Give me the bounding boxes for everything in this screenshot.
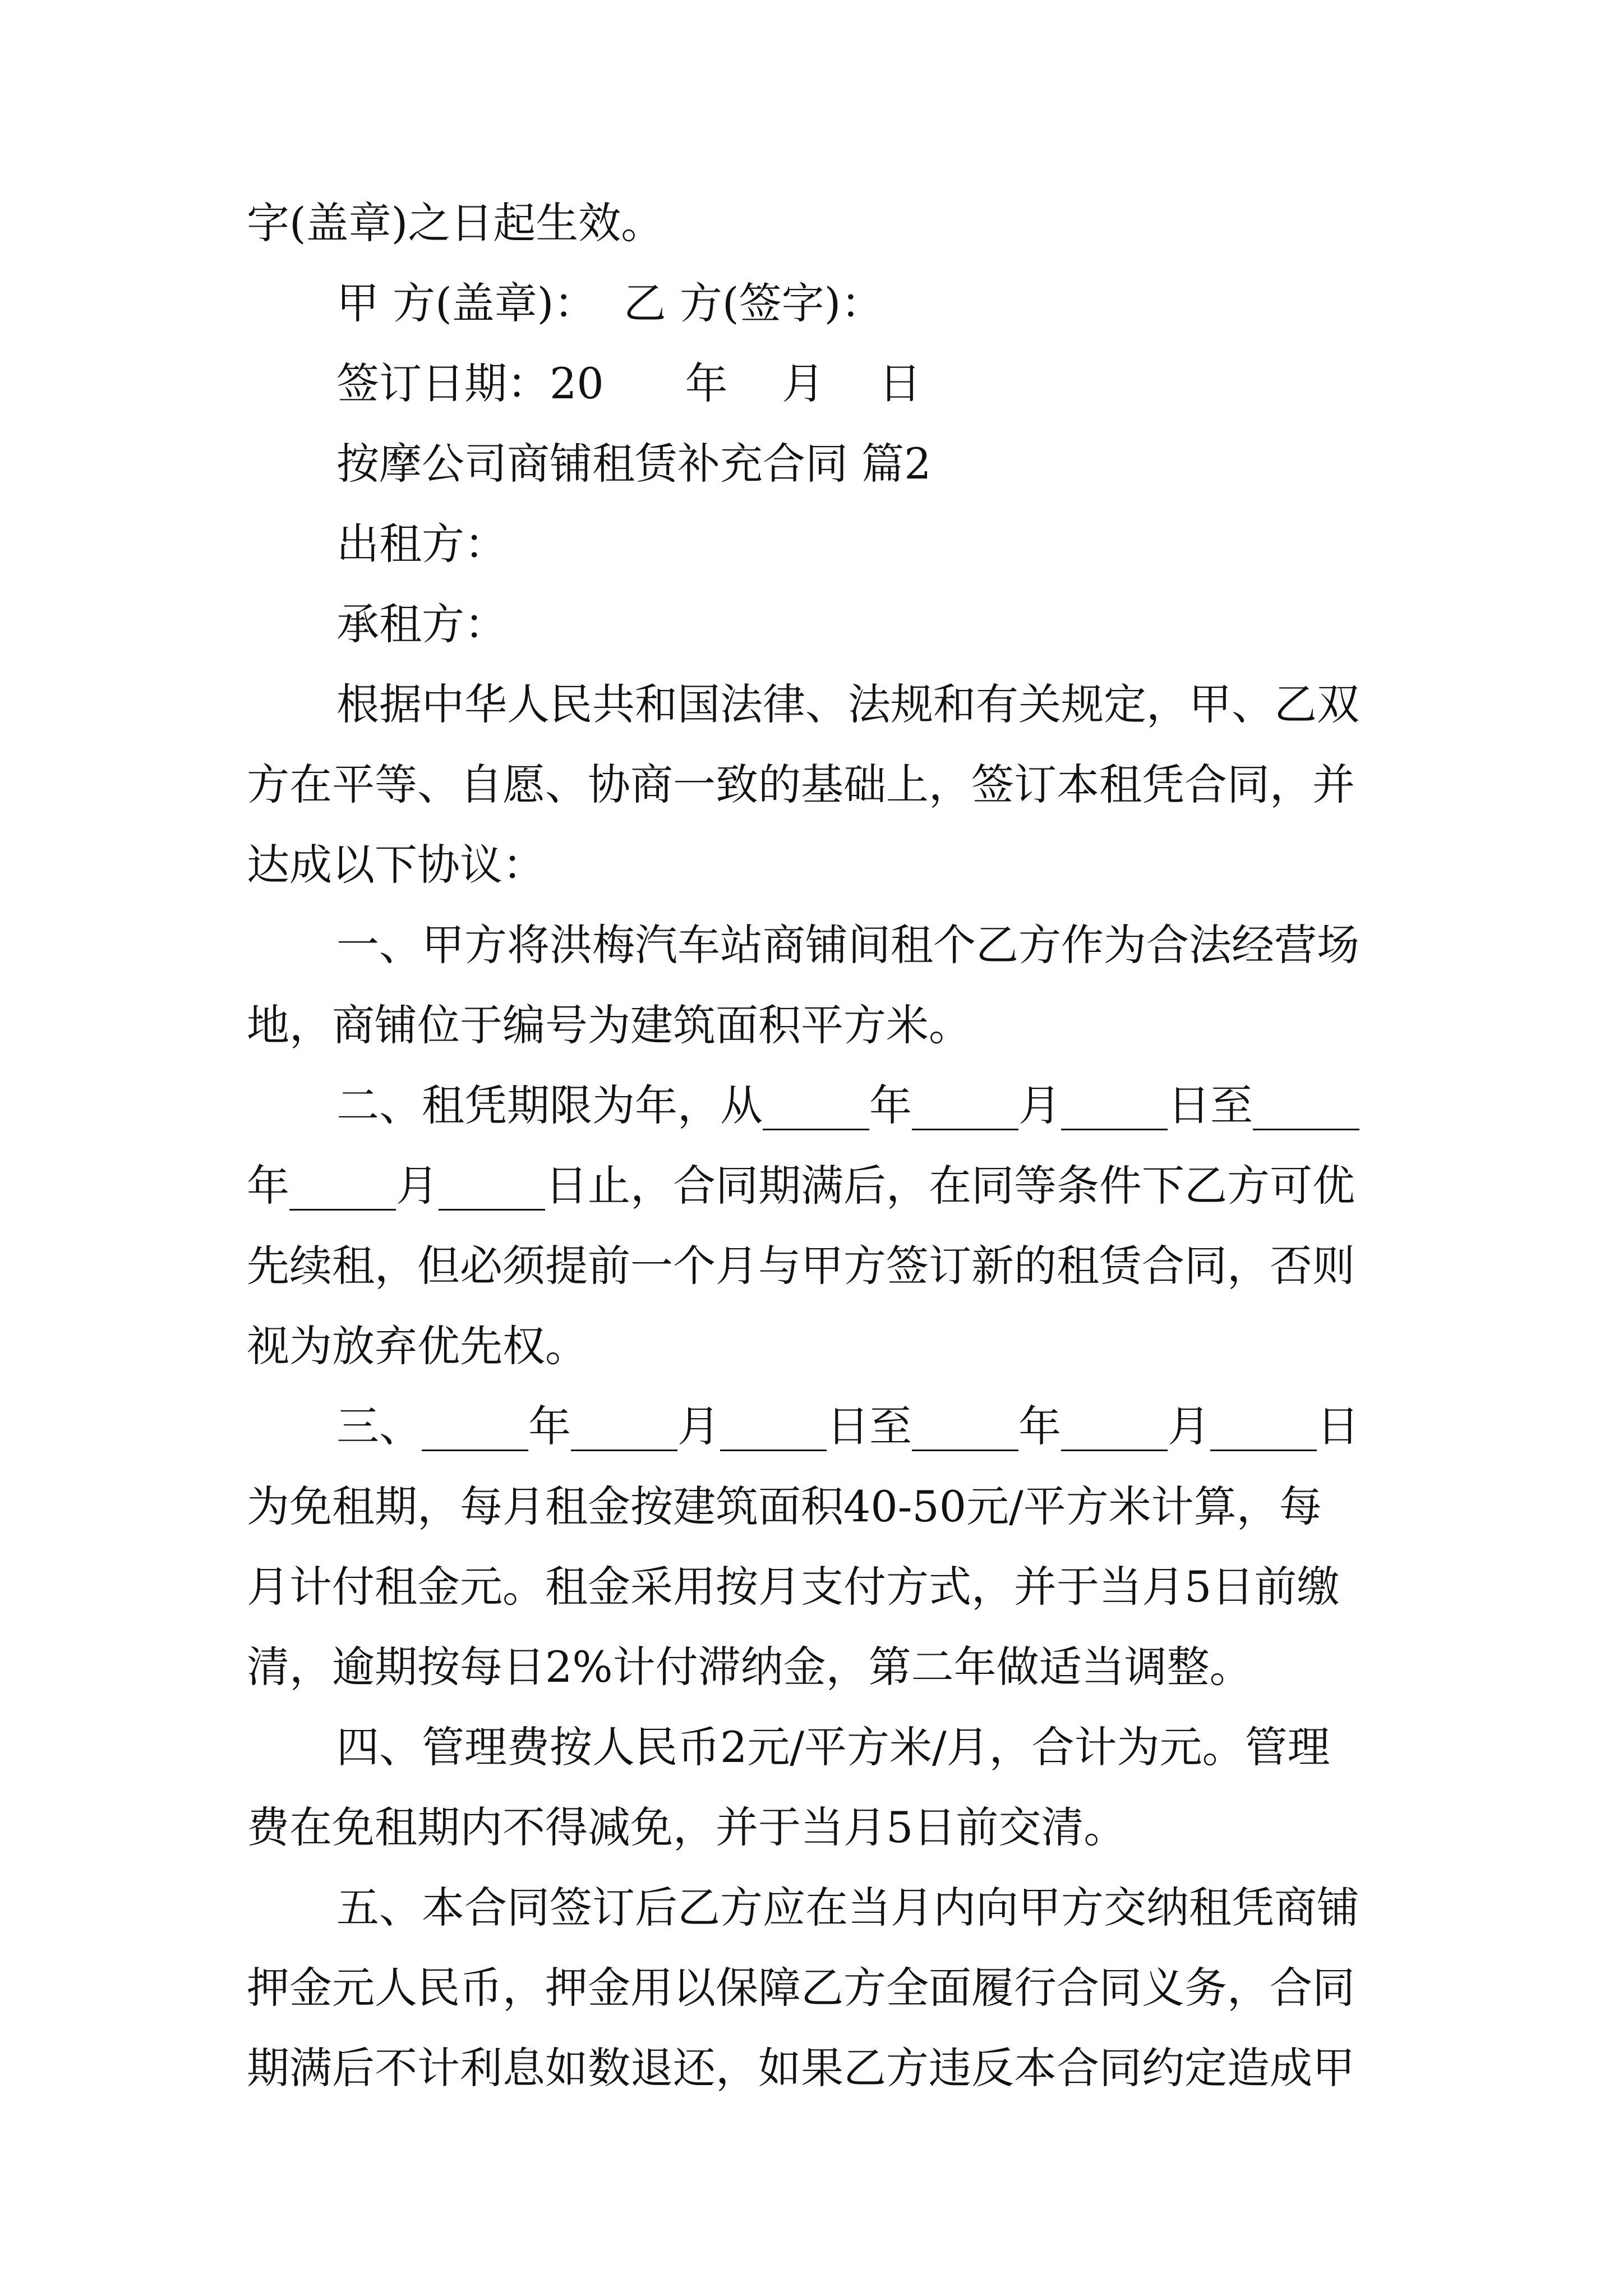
text-line: 字(盖章)之日起生效。 <box>247 198 664 248</box>
clause-4: 四、管理费按人民币2元/平方米/月，合计为元。管理 <box>336 1722 1330 1772</box>
text-line: 期满后不计利息如数退还，如果乙方违反本合同约定造成甲 <box>247 2043 1355 2093</box>
clause-5: 五、本合同签订后乙方应在当月内向甲方交纳租凭商铺 <box>336 1883 1359 1932</box>
text-line: 清，逾期按每日2%计付滞纳金，第二年做适当调整。 <box>247 1642 1252 1692</box>
clause-1: 一、甲方将洪梅汽车站商铺间租个乙方作为合法经营场 <box>336 920 1359 970</box>
text-line: 押金元人民币，押金用以保障乙方全面履行合同义务，合同 <box>247 1963 1355 2013</box>
text-line: 方在平等、自愿、协商一致的基础上，签订本租凭合同，并 <box>247 760 1355 809</box>
text-line: 先续租，但必须提前一个月与甲方签订新的租赁合同，否则 <box>247 1241 1355 1291</box>
clause-2: 二、租凭期限为年，从_____年_____月_____日至_____ <box>336 1080 1359 1130</box>
text-line: 地，商铺位于编号为建筑面积平方米。 <box>247 1000 971 1050</box>
section-title: 按摩公司商铺租赁补充合同 篇2 <box>336 439 932 489</box>
text-line: 视为放弃优先权。 <box>247 1321 588 1371</box>
text-line: 费在免租期内不得减免，并于当月5日前交清。 <box>247 1802 1127 1852</box>
text-line: 为免租期，每月租金按建筑面积40-50元/平方米计算，每 <box>247 1481 1322 1531</box>
text-line: 根据中华人民共和国法律、法规和有关规定，甲、乙双 <box>336 679 1359 729</box>
text-line: 月计付租金元。租金采用按月支付方式，并于当月5日前缴 <box>247 1562 1340 1612</box>
text-line: 达成以下协议： <box>247 840 545 890</box>
signature-line: 甲 方(盖章)： 乙 方(签字)： <box>336 278 884 328</box>
text-line: 年_____月_____日止，合同期满后，在同等条件下乙方可优 <box>247 1161 1355 1211</box>
clause-3: 三、_____年_____月_____日至_____年_____月_____日 <box>336 1401 1359 1451</box>
sign-date-line: 签订日期：20 年 月 日 <box>336 358 921 408</box>
lessee-line: 承租方： <box>336 599 507 649</box>
lessor-line: 出租方： <box>336 519 507 569</box>
